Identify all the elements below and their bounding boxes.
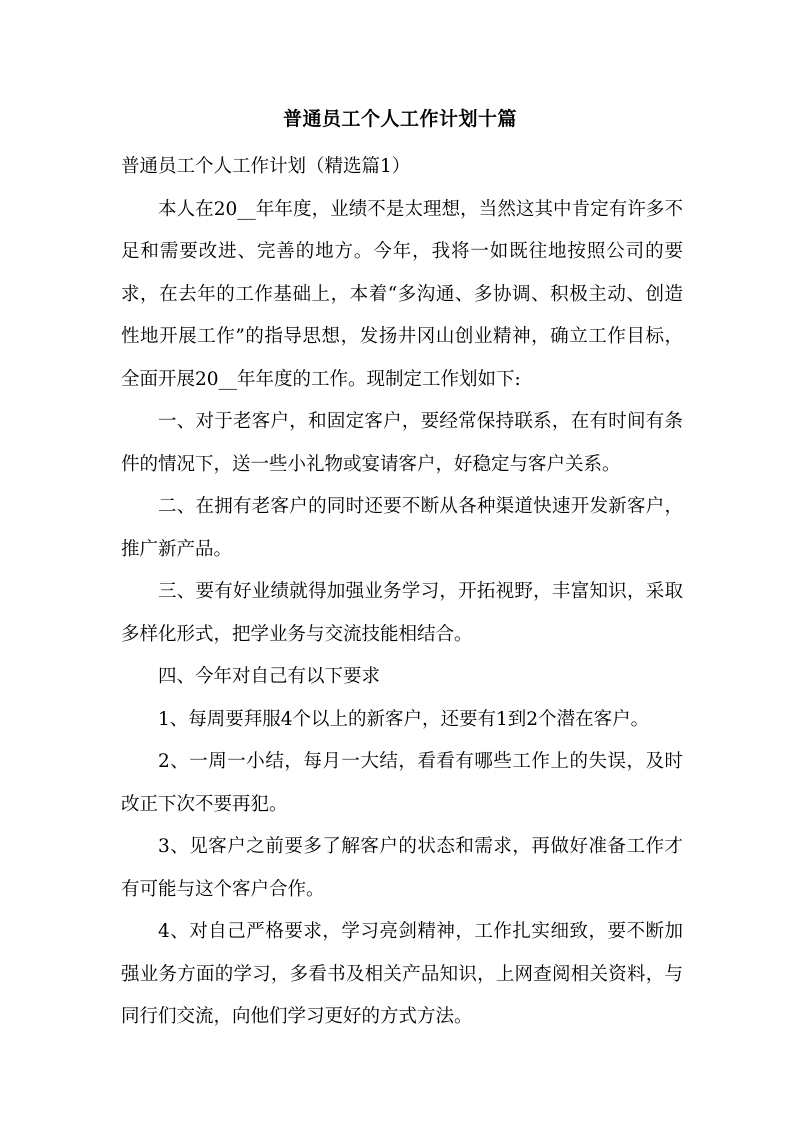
- paragraph-requirement-2: 2、一周一小结，每月一大结，看看有哪些工作上的失误，及时改正下次不要再犯。: [121, 751, 683, 815]
- paragraph-item-4: 四、今年对自己有以下要求: [158, 666, 381, 687]
- paragraph-intro: 本人在20__年年度，业绩不是太理想，当然这其中肯定有许多不足和需要改进、完善的地方。今年，我将一如既往地按照公司的要求，在去年的工作基础上，本着“多沟通、多协调、积极主动、创造性地开展工作”的指导思想，发扬井冈山创业精神，确立工作目标，全面开展20__年年度的工作。现制定工作划如下:: [121, 198, 683, 390]
- paragraph-item-1: 一、对于老客户，和固定客户，要经常保持联系，在有时间有条件的情况下，送一些小礼物或宴请客户，好稳定与客户关系。: [121, 411, 683, 475]
- section-subtitle: 普通员工个人工作计划（精选篇1）: [121, 156, 411, 177]
- document-title: 普通员工个人工作计划十篇: [282, 108, 517, 130]
- document-body: [121, 146, 683, 1039]
- paragraph-item-2: 二、在拥有老客户的同时还要不断从各种渠道快速开发新客户，推广新产品。: [121, 496, 683, 560]
- paragraph-item-3: 三、要有好业绩就得加强业务学习，开拓视野，丰富知识，采取多样化形式，把学业务与交流技能相结合。: [121, 581, 683, 645]
- paragraph-requirement-3: 3、见客户之前要多了解客户的状态和需求，再做好准备工作才有可能与这个客户合作。: [121, 836, 683, 900]
- paragraph-requirement-4: 4、对自己严格要求，学习亮剑精神，工作扎实细致，要不断加强业务方面的学习，多看书及相关产品知识，上网查阅相关资料，与同行们交流，向他们学习更好的方式方法。: [121, 921, 683, 1027]
- paragraph-requirement-1: 1、每周要拜服4个以上的新客户，还要有1到2个潜在客户。: [158, 708, 650, 730]
